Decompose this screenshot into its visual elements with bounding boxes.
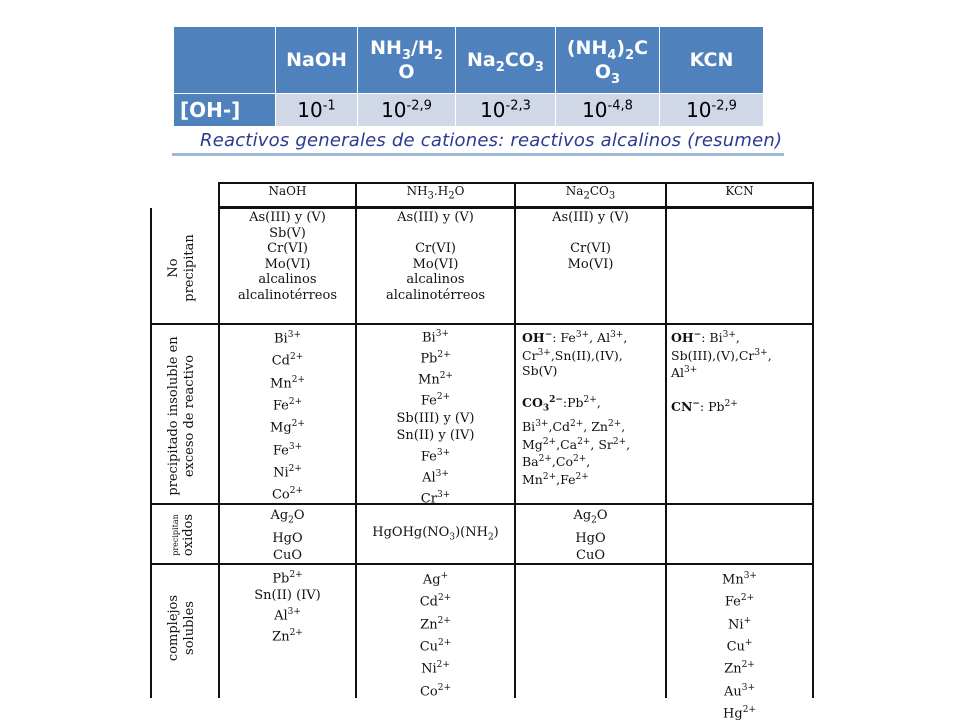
row-label-precipitado-insoluble: precipitado insoluble en exceso de reactivo bbox=[166, 336, 197, 496]
value-naoh: $10^{-1}$ bbox=[276, 94, 358, 127]
value-na2co3: $10^{-2,3}$ bbox=[456, 94, 556, 127]
cation-reagents-table bbox=[150, 180, 815, 722]
col-header-nh3: $NH_3.H_2O$ bbox=[406, 184, 465, 202]
oh-row bbox=[174, 94, 764, 127]
header-naoh: NaOH bbox=[276, 27, 358, 94]
row-label-oh: [OH-] bbox=[174, 94, 276, 127]
cell-nh3-oxidos: $HgOHg(NO_3)(NH_2)$ bbox=[372, 525, 499, 543]
cell-nh3-insoluble: $Bi^{3+}$ $Pb^{2+}$ $Mn^{2+}$ $Fe^{2+}$ Sb(III) y (V) Sn(II) y (IV) $Fe^{3+}$ $Al^{3+}$ $Cr^{3+}$ bbox=[396, 329, 475, 507]
value-kcn: $10^{-2,9}$ bbox=[660, 94, 764, 127]
cell-na2co3-oxidos: $Ag_2O$ HgO CuO bbox=[573, 508, 608, 563]
cell-naoh-insoluble: $Bi^{3+}$ $Cd^{2+}$ $Mn^{2+}$ $Fe^{2+}$ $Mg^{2+}$ $Fe^{3+}$ $Ni^{2+}$ $Co^{2+}$ bbox=[270, 330, 305, 503]
row-label-complejos-solubles: complejos solubles bbox=[166, 594, 197, 662]
cell-na2co3-no-precipitan: As(III) y (V) Cr(VI) Mo(VI) bbox=[552, 210, 629, 272]
cell-na2co3-insoluble: OH−: $Fe^{3+}$, $Al^{3+}$, $Cr^{3+},Sn(II),(IV)$, Sb(V) $CO_3^{2-}:Pb^{2+}$, $Bi^{3+},Cd^{2+}$, $Zn^{2+}$, $Mg^{2+},Ca^{2+}$, $Sr^{2+}$, $Ba^{2+},Co^{2+}$, $Mn^{2+},Fe^{2+}$ bbox=[522, 330, 631, 488]
cell-nh3-complejos: Ag+ $Cd^{2+}$ $Zn^{2+}$ $Cu^{2+}$ $Ni^{2+}$ $Co^{2+}$ bbox=[419, 571, 452, 699]
header-na2co3: $Na_2CO_3$ bbox=[456, 27, 556, 94]
col-header-naoh: NaOH bbox=[268, 184, 307, 198]
header-kcn: KCN bbox=[660, 27, 764, 94]
cell-nh3-no-precipitan: As(III) y (V) Cr(VI) Mo(VI) alcalinos alcalinotérreos bbox=[386, 210, 485, 303]
value-nh4-2co3: $10^{-4,8}$ bbox=[556, 94, 660, 127]
col-header-kcn: KCN bbox=[725, 184, 754, 198]
header-nh4-2co3: $(NH_4)_2C$ $O_3$ bbox=[556, 27, 660, 94]
header-nh3: $NH_3/H_2$ O bbox=[358, 27, 456, 94]
rule bbox=[218, 206, 814, 209]
col-header-na2co3: $Na_2CO_3$ bbox=[565, 184, 616, 202]
cell-kcn-insoluble: OH−: $Bi^{3+}$, $Sb(III),(V),Cr^{3+}$, $Al^{3+}$ CN−: $Pb^{2+}$ bbox=[671, 330, 772, 415]
header-row bbox=[174, 27, 764, 94]
value-nh3: $10^{-2,9}$ bbox=[358, 94, 456, 127]
row-label-precipitan-oxidos: precipitan oxidos bbox=[171, 513, 196, 557]
cell-naoh-complejos: $Pb^{2+}$ Sn(II) (IV) $Al^{3+}$ $Zn^{2+}$ bbox=[254, 570, 321, 644]
oh-concentration-table bbox=[173, 26, 764, 127]
caption-title: Reactivos generales de cationes: reactivos alcalinos (resumen) bbox=[200, 130, 783, 151]
cell-naoh-no-precipitan: As(III) y (V) Sb(V) Cr(VI) Mo(VI) alcalinos alcalinotérreos bbox=[238, 210, 337, 303]
rule bbox=[812, 182, 814, 698]
rule bbox=[150, 208, 152, 698]
cell-kcn-complejos: $Mn^{3+}$ $Fe^{2+}$ Ni+ Cu+ $Zn^{2+}$ $Au^{3+}$ $Hg^{2+}$ bbox=[722, 571, 757, 722]
row-label-no-precipitan: No precipitan bbox=[166, 234, 197, 302]
rule bbox=[150, 323, 814, 325]
cell-naoh-oxidos: $Ag_2O$ HgO CuO bbox=[270, 508, 305, 563]
corner-cell bbox=[174, 27, 276, 94]
caption-underline bbox=[172, 153, 784, 156]
